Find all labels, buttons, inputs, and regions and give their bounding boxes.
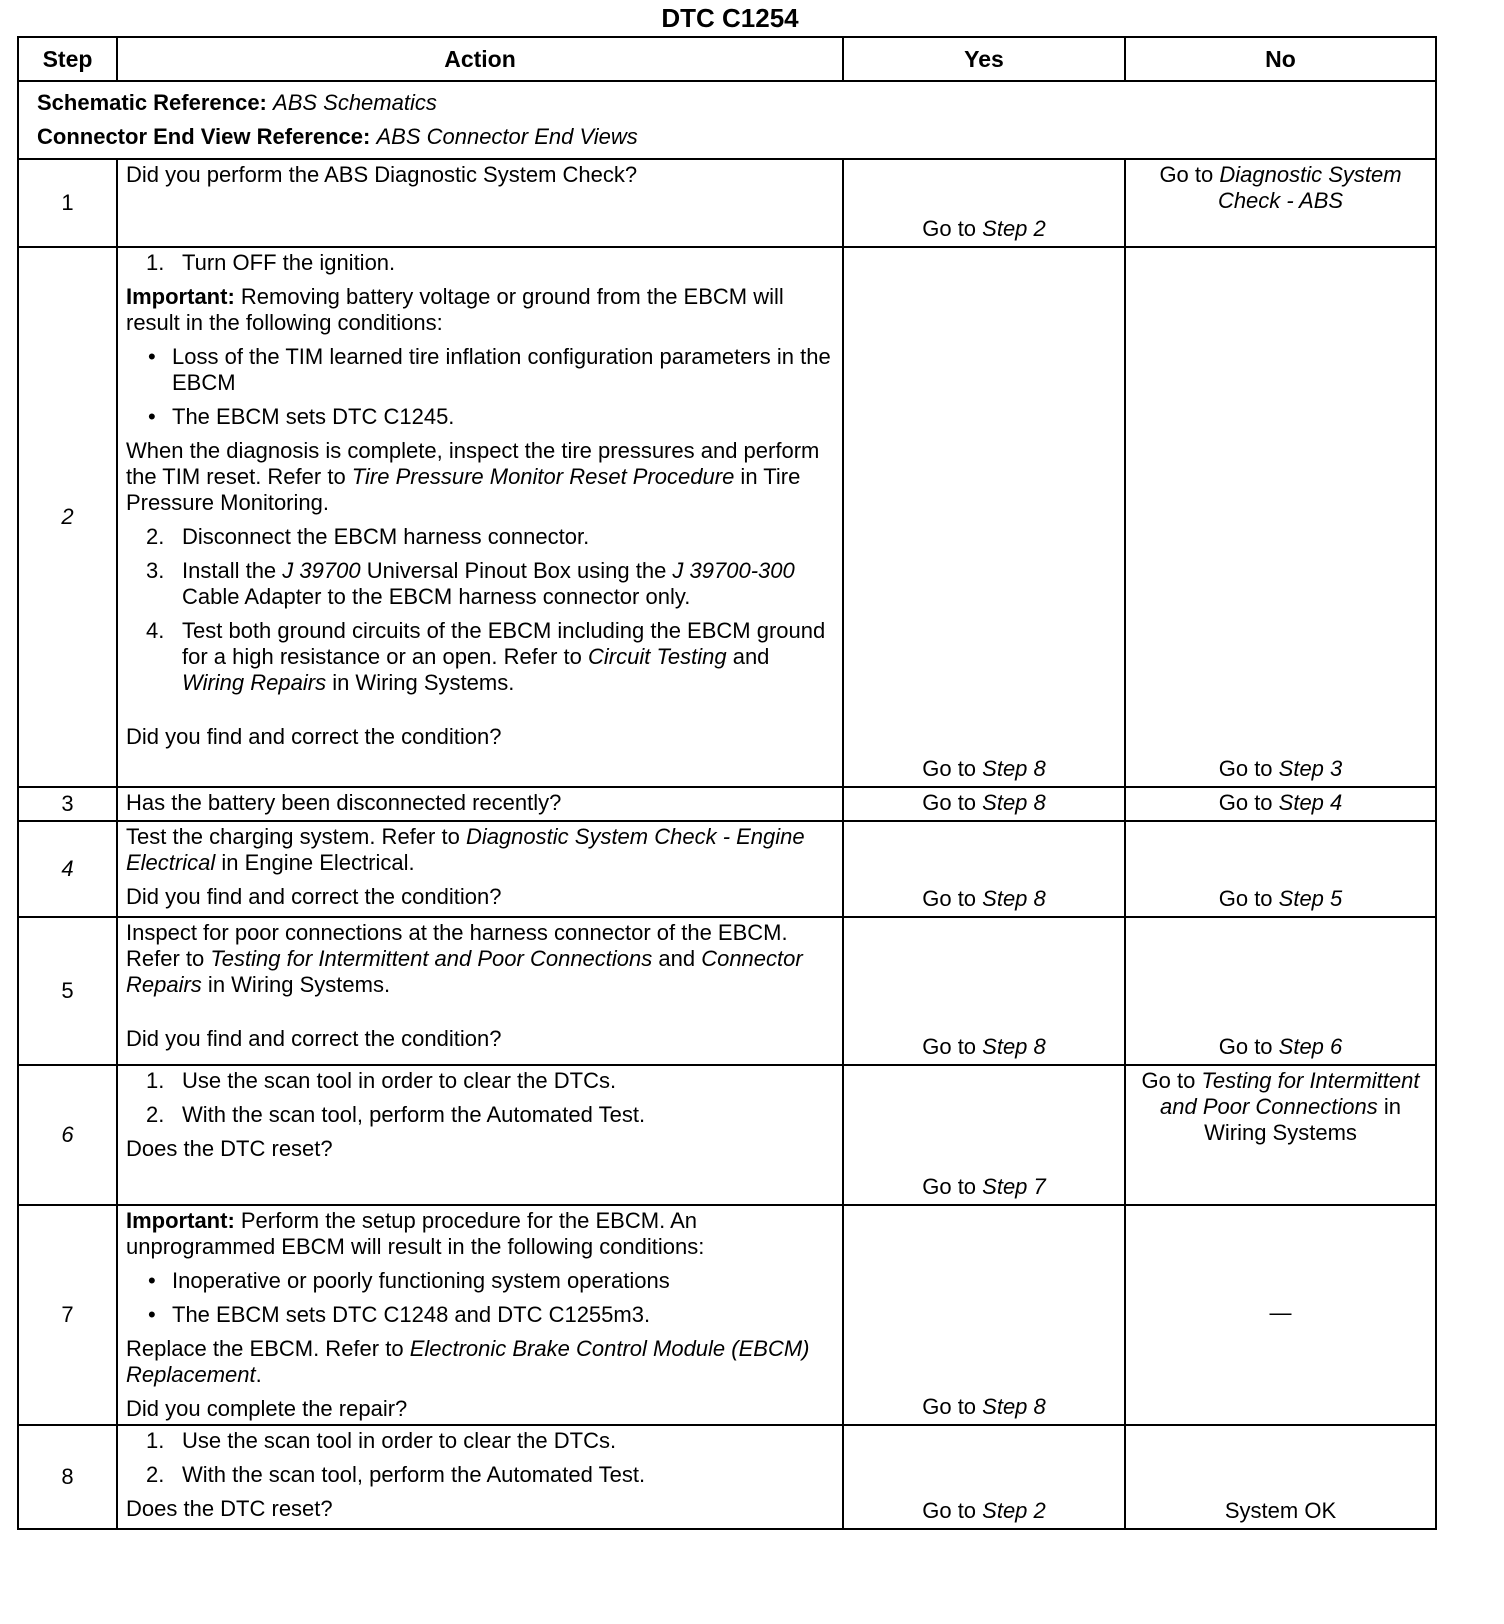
no-step-link[interactable]: Diagnostic System Check - ABS (1217, 162, 1402, 213)
step-action: Did you perform the ABS Diagnostic System Check? (117, 159, 843, 247)
connector-repairs-link[interactable]: Connector Repairs (126, 946, 803, 997)
step-number: 1 (18, 159, 117, 247)
important-note: Important: Removing battery voltage or ground from the EBCM will result in the following conditions: (126, 284, 784, 335)
yes-result[interactable]: Go to Step 2 (843, 159, 1125, 247)
no-step-link[interactable]: Step 6 (1278, 1034, 1343, 1059)
no-dash: — (1269, 1300, 1292, 1325)
step-paragraph: Replace the EBCM. Refer to Electronic Brake Control Module (EBCM) Replacement. (126, 1336, 810, 1387)
important-note: Important: Perform the setup procedure for the EBCM. An unprogrammed EBCM will result in the following conditions: (126, 1208, 705, 1259)
intermittent-connections-link[interactable]: Testing for Intermittent and Poor Connections (210, 946, 653, 971)
yes-result[interactable]: Go to Step 8 (843, 247, 1125, 787)
table-row-step-3 (18, 787, 1436, 821)
table-row-step-4 (18, 821, 1436, 917)
step-paragraph: When the diagnosis is complete, inspect the tire pressures and perform the TIM reset. Refer to Tire Pressure Monitor Reset Procedure in Tire Pressure Monitoring. (126, 438, 820, 515)
list-item: • The EBCM sets DTC C1248 and DTC C1255m3. (148, 1302, 651, 1327)
step-question: Did you find and correct the condition? (126, 1026, 502, 1051)
bullet-icon: • (148, 404, 156, 429)
list-item: 2. With the scan tool, perform the Automated Test. (146, 1102, 646, 1127)
bullet-icon: • (148, 344, 156, 369)
step-action (117, 1425, 843, 1529)
step-action (117, 917, 843, 1065)
no-step-link[interactable]: Testing for Intermittent and Poor Connections (1160, 1068, 1420, 1119)
bullet-icon: • (148, 1268, 156, 1293)
table-row-step-7 (18, 1205, 1436, 1425)
table-row-step-8 (18, 1425, 1436, 1529)
yes-step-link[interactable]: Step 2 (982, 1498, 1046, 1523)
schematic-reference-link[interactable]: ABS Schematics (273, 90, 437, 115)
ebcm-replacement-link[interactable]: Electronic Brake Control Module (EBCM) Replacement (126, 1336, 810, 1387)
no-step-link[interactable]: Step 3 (1278, 756, 1343, 781)
step-number: 7 (18, 1205, 117, 1425)
step-number: 8 (18, 1425, 117, 1529)
step-action: Has the battery been disconnected recently? (117, 787, 843, 821)
wiring-repairs-link[interactable]: Wiring Repairs (182, 670, 327, 695)
references (18, 81, 1436, 159)
step-paragraph: Inspect for poor connections at the harness connector of the EBCM. Refer to Testing for Intermittent and Poor Connections and Connector Repairs in Wiring Systems. (126, 920, 803, 997)
connector-reference: Connector End View Reference: ABS Connector End Views (37, 124, 638, 149)
list-item: 1. Turn OFF the ignition. (146, 250, 396, 275)
step-number: 3 (18, 787, 117, 821)
table-row-step-1 (18, 159, 1436, 247)
no-result (1125, 1205, 1436, 1425)
circuit-testing-link[interactable]: Circuit Testing (588, 644, 727, 669)
tool-link[interactable]: J 39700 (282, 558, 361, 583)
no-step-link[interactable]: Step 4 (1278, 790, 1343, 815)
tpm-reset-link[interactable]: Tire Pressure Monitor Reset Procedure (351, 464, 735, 489)
step-action (117, 1065, 843, 1205)
step-action (117, 247, 843, 787)
header-yes: Yes (843, 37, 1125, 81)
no-result[interactable]: Go to Step 6 (1125, 917, 1436, 1065)
list-item: 3. Install the J 39700 Universal Pinout Box using the J 39700-300 Cable Adapter to the EBCM harness connector only. (146, 558, 795, 609)
step-number: 2 (18, 247, 117, 787)
step-number: 4 (18, 821, 117, 917)
yes-step-link[interactable]: Step 8 (982, 1394, 1046, 1419)
list-item: • The EBCM sets DTC C1245. (148, 404, 455, 429)
system-ok-text: System OK (1224, 1498, 1337, 1523)
table-row-step-2 (18, 247, 1436, 787)
step-action (117, 821, 843, 917)
header-no: No (1125, 37, 1436, 81)
yes-result[interactable]: Go to Step 2 (843, 1425, 1125, 1529)
tool-link[interactable]: J 39700-300 (672, 558, 795, 583)
bullet-icon: • (148, 1302, 156, 1327)
yes-result[interactable]: Go to Step 8 (843, 917, 1125, 1065)
no-result[interactable]: Go to Testing for Intermittent and Poor Connections in Wiring Systems (1125, 1065, 1436, 1205)
yes-result[interactable]: Go to Step 7 (843, 1065, 1125, 1205)
table-row-step-6 (18, 1065, 1436, 1205)
table-row-step-5 (18, 917, 1436, 1065)
no-result[interactable]: Go to Step 5 (1125, 821, 1436, 917)
diagnostic-table (17, 36, 1437, 1530)
step-question: Did you complete the repair? (126, 1396, 408, 1421)
connector-reference-link[interactable]: ABS Connector End Views (376, 124, 638, 149)
step-question: Does the DTC reset? (126, 1496, 333, 1521)
no-result[interactable]: Go to Diagnostic System Check - ABS (1125, 159, 1436, 247)
yes-result[interactable]: Go to Step 8 (843, 787, 1125, 821)
yes-step-link[interactable]: Step 8 (982, 756, 1046, 781)
list-item: • Inoperative or poorly functioning system operations (148, 1268, 670, 1293)
engine-electrical-check-link[interactable]: Diagnostic System Check - Engine Electrical (126, 824, 805, 875)
yes-step-link[interactable]: Step 8 (982, 886, 1046, 911)
yes-step-link[interactable]: Step 2 (982, 216, 1046, 241)
list-item: 2. Disconnect the EBCM harness connector. (146, 524, 590, 549)
reference-row (18, 81, 1436, 159)
step-question: Did you find and correct the condition? (126, 884, 502, 909)
page-title: DTC C1254 (661, 3, 799, 33)
header-action: Action (117, 37, 843, 81)
list-item: 2. With the scan tool, perform the Automated Test. (146, 1462, 646, 1487)
no-result[interactable]: Go to Step 4 (1125, 787, 1436, 821)
list-item: 1. Use the scan tool in order to clear the DTCs. (146, 1428, 617, 1453)
yes-step-link[interactable]: Step 8 (982, 1034, 1046, 1059)
yes-step-link[interactable]: Step 7 (982, 1174, 1046, 1199)
no-result[interactable]: Go to Step 3 (1125, 247, 1436, 787)
header-row (18, 37, 1436, 81)
no-step-link[interactable]: Step 5 (1278, 886, 1343, 911)
yes-result[interactable]: Go to Step 8 (843, 1205, 1125, 1425)
no-result (1125, 1425, 1436, 1529)
list-item: 1. Use the scan tool in order to clear the DTCs. (146, 1068, 617, 1093)
list-item: • Loss of the TIM learned tire inflation configuration parameters in the EBCM (148, 344, 831, 395)
step-question: Did you find and correct the condition? (126, 724, 502, 749)
list-item: 4. Test both ground circuits of the EBCM including the EBCM ground for a high resistance or an open. Refer to Circuit Testing and Wiring Repairs in Wiring Systems. (146, 618, 826, 695)
step-paragraph: Test the charging system. Refer to Diagnostic System Check - Engine Electrical in Engine Electrical. (126, 824, 805, 875)
step-number: 5 (18, 917, 117, 1065)
header-step: Step (18, 37, 117, 81)
step-question: Does the DTC reset? (126, 1136, 333, 1161)
step-number: 6 (18, 1065, 117, 1205)
yes-result[interactable]: Go to Step 8 (843, 821, 1125, 917)
schematic-reference: Schematic Reference: ABS Schematics (37, 90, 437, 115)
yes-step-link[interactable]: Step 8 (982, 790, 1046, 815)
step-action (117, 1205, 843, 1425)
